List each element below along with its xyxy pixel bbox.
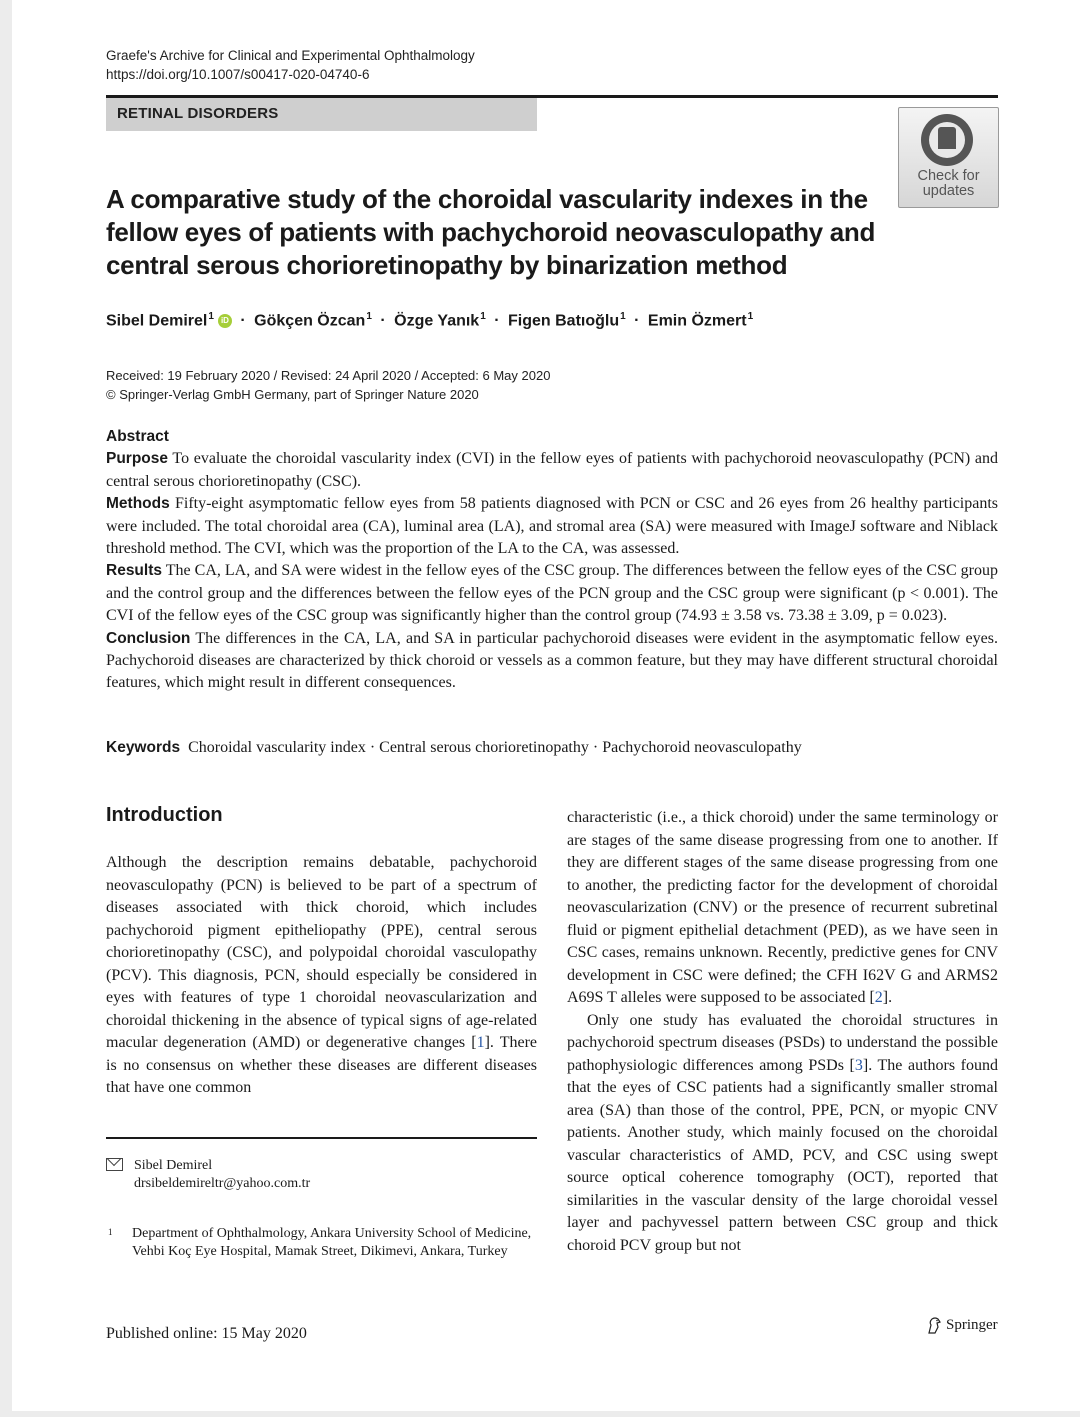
author-separator: · (380, 312, 386, 330)
article-dates (106, 366, 550, 404)
author-name[interactable]: Figen Batıoğlu (508, 312, 620, 330)
footnote-rule (106, 1137, 537, 1139)
author-separator: · (240, 312, 246, 330)
page-bottom-edge (0, 1411, 1080, 1417)
intro-text: ]. There is no consensus on whether these diseases are different diseases that have one common (106, 1034, 538, 1096)
citation-link[interactable]: 2 (874, 989, 883, 1006)
abstract-results (106, 560, 998, 627)
methods-text: Fifty-eight asymptomatic fellow eyes from 58 patients diagnosed with PCN or CSC and 26 eyes from 26 healthy participants were included. The total choroidal area (CA), luminal area (LA), and stromal area (SA) were measured with ImageJ software and Niblack threshold method. The CVI, which was the proportion of the LA to the CA, was assessed. (106, 495, 999, 558)
envelope-icon (106, 1158, 123, 1171)
intro-paragraph (567, 1010, 998, 1258)
affiliation-number: 1 (108, 1227, 113, 1237)
left-column (106, 852, 537, 1100)
crossmark-icon (921, 114, 973, 166)
affiliation-text: Department of Ophthalmology, Ankara University School of Medicine, Vehbi Koç Eye Hospital, Mamak Street, Dikimevi, Ankara, Turkey (132, 1226, 532, 1259)
keywords (106, 737, 998, 759)
conclusion-text: The differences in the CA, LA, and SA in particular pachychoroid diseases were evident in the asymptomatic fellow eyes. Pachychoroid diseases are characterized by thick choroid or vessels as a common feature, but they may have different structural choroidal features, which might result in different consequences. (106, 629, 998, 692)
section-label-bar (106, 98, 537, 131)
section-label: RETINAL DISORDERS (117, 105, 279, 122)
intro-text: ]. (882, 989, 893, 1006)
springer-horse-icon (926, 1316, 942, 1334)
keywords-text: Choroidal vascularity index · Central serous chorioretinopathy · Pachychoroid neovasculopathy (188, 739, 802, 756)
author-name[interactable]: Özge Yanık (394, 312, 480, 330)
journal-header (106, 46, 475, 84)
purpose-label: Purpose (106, 450, 169, 468)
author-affiliation-mark: 1 (480, 311, 486, 322)
intro-paragraph (567, 807, 998, 1010)
intro-text: ]. The authors found that the eyes of CSC patients had a significantly smaller stromal area (SA) than those of the control, PPE, PCN, or myopic CNV patients. Another study, which mainly focused on the choroidal vascular characteristics of AMD, PCV, and CSC using swept source optical coherence tomography (OCT), reported that similarities in the vascular density of the large choroidal vessel layer and pachyvessel pattern between CSC group and thick choroid PCV group but not (567, 1056, 999, 1254)
page-edge (0, 0, 12, 1417)
published-online: Published online: 15 May 2020 (106, 1325, 307, 1342)
journal-name: Graefe's Archive for Clinical and Experimental Ophthalmology (106, 48, 475, 63)
intro-text: Although the description remains debatable, pachychoroid neovasculopathy (PCN) is believed to be part of a spectrum of diseases associated with thick choroid, which includes pachychoroid pigment epitheliopathy (PPE), central serous chorioretinopathy (CSC), and polypoidal choroidal vasculopathy (PCV). This diagnosis, PCN, should especially be considered in eyes with features of type 1 choroidal neovascularization and choroidal thickening in the absence of typical signs of age-related macular degeneration (AMD) or degenerative changes [ (106, 854, 537, 1051)
affiliation (106, 1225, 537, 1261)
check-for-updates-badge[interactable] (898, 107, 999, 208)
abstract-purpose (106, 448, 998, 493)
copyright-line: © Springer-Verlag GmbH Germany, part of Springer Nature 2020 (106, 387, 479, 402)
author-affiliation-mark: 1 (620, 311, 626, 322)
citation-link[interactable]: 1 (476, 1034, 485, 1051)
correspondence-email[interactable]: drsibeldemireltr@yahoo.com.tr (134, 1176, 311, 1191)
author-affiliation-mark: 1 (366, 311, 372, 322)
conclusion-label: Conclusion (106, 629, 191, 647)
author-affiliation-mark: 1 (747, 311, 754, 322)
methods-label: Methods (106, 495, 170, 513)
citation-link[interactable]: 3 (854, 1056, 863, 1074)
history-dates: Received: 19 February 2020 / Revised: 24 April 2020 / Accepted: 6 May 2020 (106, 368, 551, 383)
author-separator: · (494, 312, 500, 330)
abstract-methods (106, 493, 998, 560)
keywords-label: Keywords (106, 739, 181, 756)
orcid-icon[interactable]: iD (218, 314, 232, 328)
author-separator: · (634, 312, 640, 330)
author-list (106, 311, 753, 330)
publisher-name: Springer (946, 1316, 998, 1333)
author-name[interactable]: Sibel Demirel (106, 312, 208, 330)
results-text: The CA, LA, and SA were widest in the fellow eyes of the CSC group. The differences between the fellow eyes of the CSC group and the control group and the differences between the fellow eyes of the PCN group and the CSC group were significant (p < 0.001). The CVI of the fellow eyes of the CSC group was significantly higher than the control group (74.93 ± 3.58 vs. 73.38 ± 3.09, p = 0.023). (106, 562, 998, 625)
author-name[interactable]: Emin Özmert (647, 312, 747, 330)
article-title: A comparative study of the choroidal vascularity indexes in the fellow eyes of patients with pachychoroid neovasculopathy and central serous chorioretinopathy by binarization method (106, 184, 876, 280)
correspondence (106, 1157, 310, 1193)
correspondence-name: Sibel Demirel (134, 1158, 213, 1173)
purpose-text: To evaluate the choroidal vascularity index (CVI) in the fellow eyes of patients with pachychoroid neovasculopathy (PCN) and central serous chorioretinopathy (CSC). (106, 450, 998, 490)
journal-doi[interactable]: https://doi.org/10.1007/s00417-020-04740-6 (106, 67, 370, 82)
author-name[interactable]: Gökçen Özcan (254, 312, 366, 330)
intro-text: Only one study has evaluated the choroidal structures in pachychoroid spectrum diseases (PSDs) to understand the possible pathophysiologic differences among PSDs [ (567, 1011, 998, 1074)
check-for-updates-label: Check for updates (917, 168, 980, 199)
abstract-heading: Abstract (106, 428, 169, 445)
intro-text: characteristic (i.e., a thick choroid) under the same terminology or are stages of the same disease progressing from one to another. If they are different stages of the same disease progressing from one to another, the predicting factor for the development of choroidal neovascularization (CNV) or the presence of recurrent subretinal fluid or pigment epithelial detachment (PED), as we have seen in CSC cases, remains unknown. Recently, predictive genes for CNV development in CSC were defined; the CFH I62V G and ARMS2 A69S T alleles were supposed to be associated [ (567, 809, 998, 1006)
abstract-conclusion (106, 628, 998, 695)
publisher-logo (926, 1316, 998, 1334)
author-affiliation-mark: 1 (208, 311, 214, 322)
intro-paragraph (106, 852, 537, 1100)
abstract (106, 426, 998, 695)
right-column (567, 807, 998, 1257)
introduction-heading: Introduction (106, 804, 223, 826)
results-label: Results (106, 562, 162, 580)
